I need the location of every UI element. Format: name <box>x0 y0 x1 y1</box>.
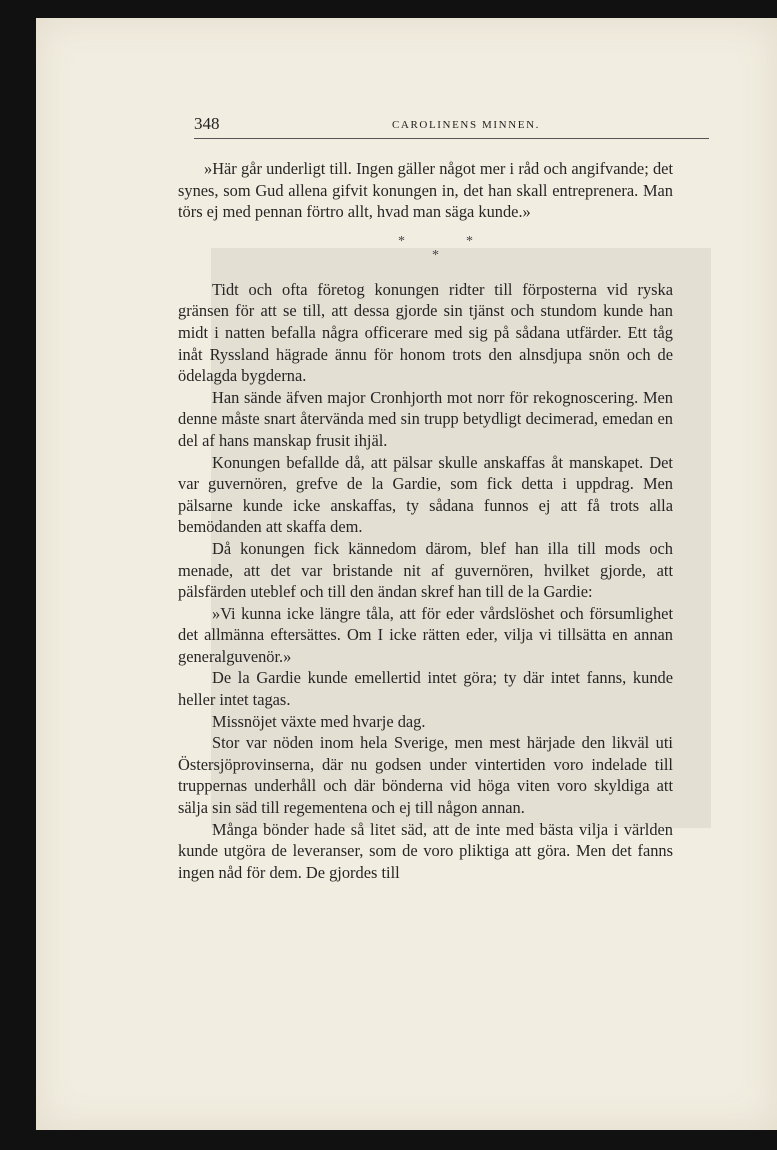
paragraph-quote-opening: »Här går underligt till. Ingen gäller något mer i råd och angifvande; det synes, som Gud allena gifvit konungen in, det han skall entreprenera. Man törs ej med pennan förtro allt, hvad man säga kunde.» <box>178 159 673 222</box>
separator-star: * <box>398 233 405 249</box>
paragraph: Då konungen fick kännedom därom, blef han illa till mods och menade, att det var bristande nit af guvernören, hvilket gjorde, att pälsfärden uteblef och till den ändan skref han till de la Gardie: <box>178 538 673 602</box>
paragraph: Tidt och ofta företog konungen ridter till förposterna vid ryska gränsen för att se till, att dessa gjorde sin tjänst och stundom kunde han midt i natten befalla några officerare med sig på sådana utfärder. Ett tåg inåt Ryssland hägrade ännu för honom trots den alnsdjupa snön och de ödelagda bygderna. <box>178 279 673 386</box>
paragraph: De la Gardie kunde emellertid intet göra; ty där intet fanns, kunde heller intet tagas. <box>178 668 673 710</box>
separator-star: * <box>466 233 473 249</box>
body-text <box>178 158 673 883</box>
paragraph: Han sände äfven major Cronhjorth mot norr för rekognoscering. Men denne måste snart återvända med sin trupp betydligt decimerad, emedan en del af hans manskap frusit ihjäl. <box>178 387 673 450</box>
paragraph: Stor var nöden inom hela Sverige, men mest härjade den likväl uti Östersjöprovinserna, där nu godsen under vintertiden voro indelade till truppernas underhåll och där bönderna vid höga viten voro skyldiga att sälja sin säd till regementena och ej till någon annan. <box>178 733 673 818</box>
running-head: CAROLINENS MINNEN. <box>392 119 540 131</box>
page-number: 348 <box>194 114 220 133</box>
page-header <box>194 114 709 139</box>
separator-star: * <box>432 247 439 263</box>
paragraph: Missnöjet växte med hvarje dag. <box>212 711 426 731</box>
paragraph-quote: »Vi kunna icke längre tåla, att för eder vårdslöshet och försumlighet det allmänna eftersättes. Om I icke rätten eder, vilja vi tillsätta en annan generalguvenör.» <box>178 603 673 666</box>
paragraph: Konungen befallde då, att pälsar skulle anskaffas åt manskapet. Det var guvernören, grefve de la Gardie, som fick detta i uppdrag. Men pälsarne kunde icke anskaffas, ty sådana funnos ej att få trots alla bemödanden att skaffa dem. <box>178 452 673 537</box>
paragraph: Många bönder hade så litet säd, att de inte med bästa vilja i världen kunde utgöra de leveranser, som de voro pliktiga att göra. Men det fanns ingen nåd för dem. De gjordes till <box>178 819 673 882</box>
section-separator <box>178 227 673 271</box>
